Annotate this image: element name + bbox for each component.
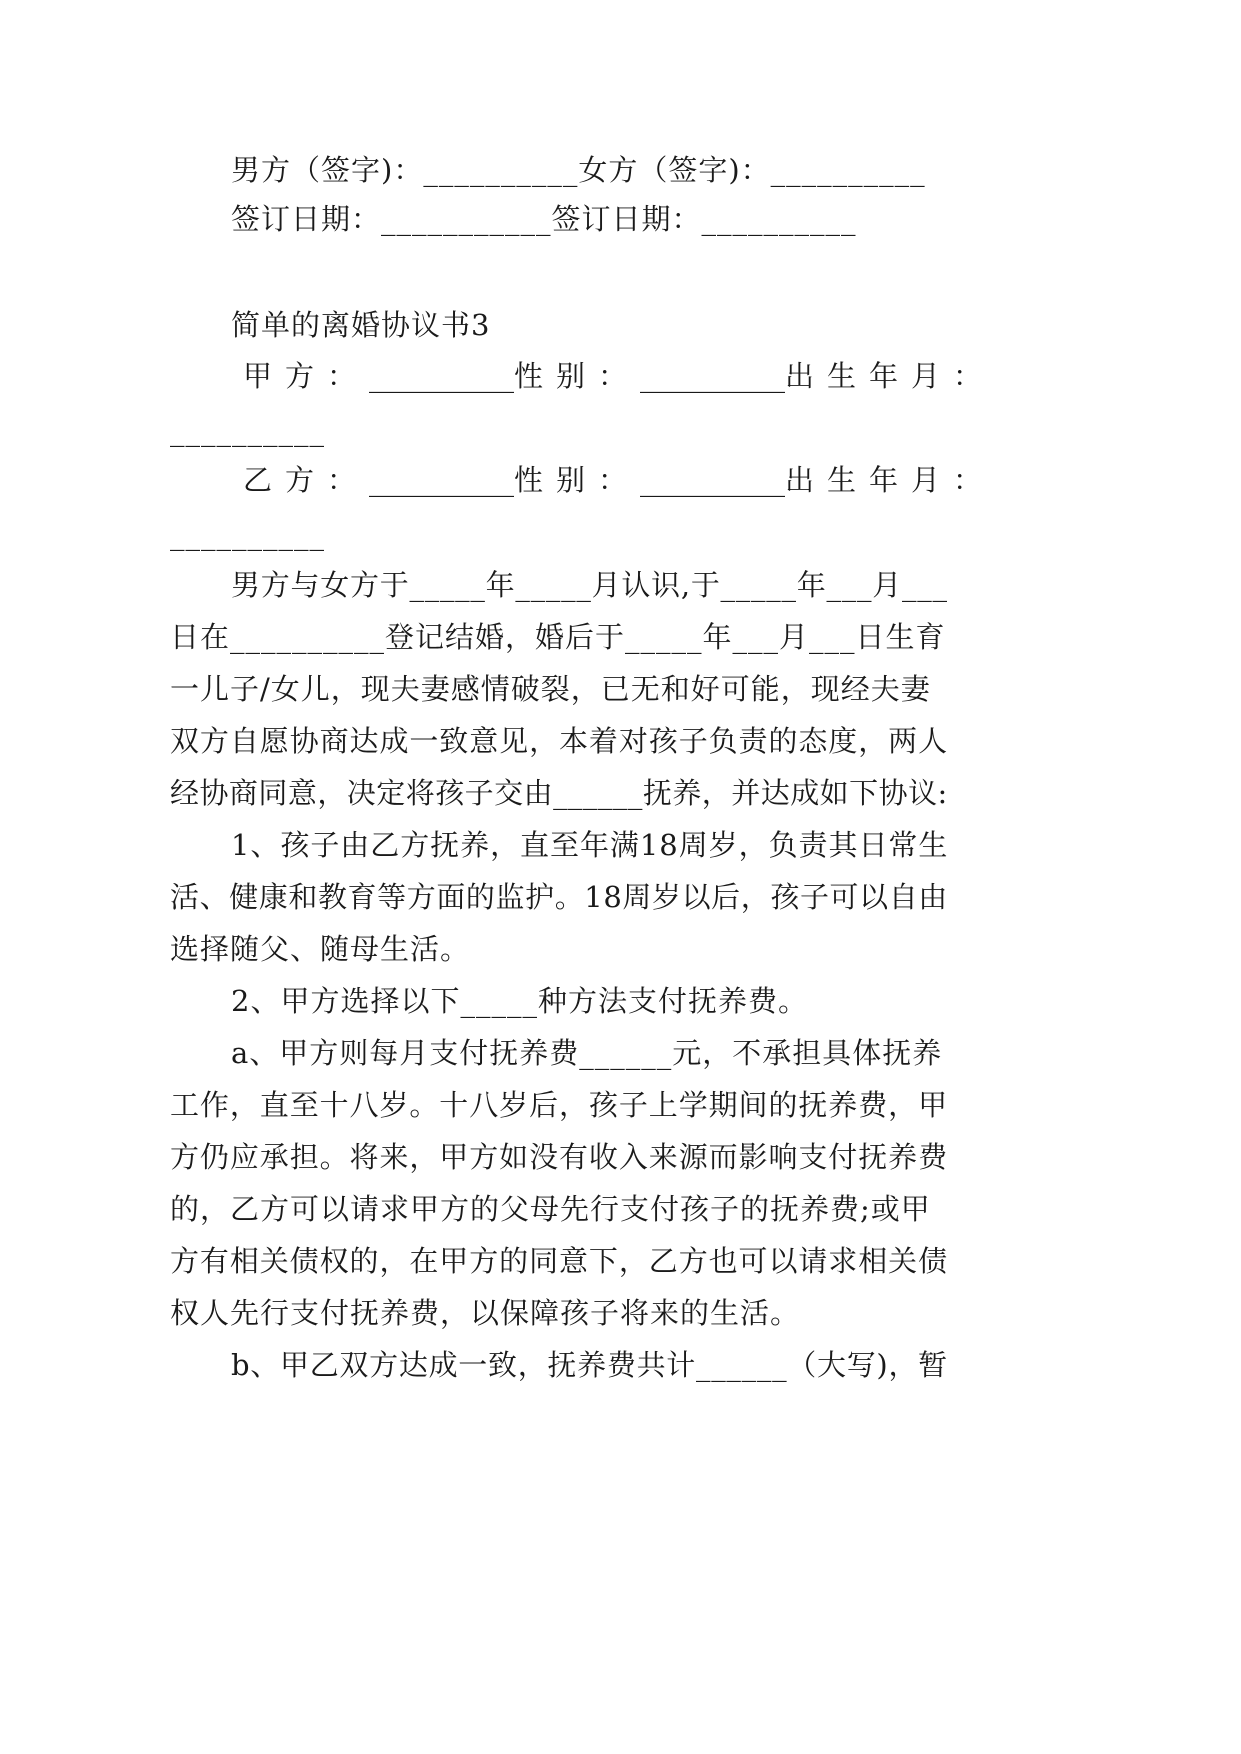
body-line: b、甲乙双方达成一致，抚养费共计______（大写)，暂 — [231, 1348, 948, 1382]
party-b-gender-label: 性别： — [514, 463, 641, 497]
signing-date-line: 签订日期：___________签订日期：__________ — [231, 202, 857, 236]
body-line: 日在__________登记结婚，婚后于_____年___月___日生育 — [170, 620, 946, 654]
party-a-name-blank: __________ — [369, 359, 515, 393]
body-line: 权人先行支付抚养费，以保障孩子将来的生活。 — [170, 1296, 801, 1330]
party-b-birth-blank: __________ — [170, 517, 325, 551]
party-a-birth-label: 出生年月： — [785, 359, 996, 393]
body-line: 双方自愿协商达成一致意见，本着对孩子负责的态度，两人 — [170, 724, 949, 758]
party-b-gender-blank: __________ — [640, 463, 786, 497]
section-title: 简单的离婚协议书3 — [231, 308, 491, 342]
signature-line: 男方（签字)：__________女方（签字)：__________ — [231, 153, 926, 187]
body-line: a、甲方则每月支付抚养费______元，不承担具体抚养 — [231, 1036, 943, 1070]
body-line: 2、甲方选择以下_____种方法支付抚养费。 — [231, 984, 808, 1018]
body-line: 的，乙方可以请求甲方的父母先行支付孩子的抚养费;或甲 — [170, 1192, 931, 1226]
body-line: 经协商同意，决定将孩子交由______抚养，并达成如下协议: — [170, 776, 948, 810]
body-line: 方有相关债权的，在甲方的同意下，乙方也可以请求相关债 — [170, 1244, 949, 1278]
body-line: 一儿子/女儿，现夫妻感情破裂，已无和好可能，现经夫妻 — [170, 672, 931, 706]
party-b-name-blank: __________ — [369, 463, 515, 497]
body-line: 男方与女方于_____年_____月认识,于_____年___月___ — [231, 568, 948, 602]
party-b-birth-label: 出生年月： — [785, 463, 996, 497]
party-a-line — [243, 356, 996, 396]
party-b-label: 乙方： — [243, 463, 370, 497]
party-a-gender-label: 性别： — [514, 359, 641, 393]
body-line: 工作，直至十八岁。十八岁后，孩子上学期间的抚养费，甲 — [170, 1088, 949, 1122]
party-a-label: 甲方： — [243, 359, 370, 393]
body-line: 活、健康和教育等方面的监护。18周岁以后，孩子可以自由 — [170, 880, 948, 914]
body-line: 1、孩子由乙方抚养，直至年满18周岁，负责其日常生 — [231, 828, 949, 862]
body-line: 选择随父、随母生活。 — [170, 932, 471, 966]
party-b-line — [243, 460, 996, 500]
party-a-gender-blank: __________ — [640, 359, 786, 393]
party-a-birth-blank: __________ — [170, 413, 325, 447]
body-line: 方仍应承担。将来，甲方如没有收入来源而影响支付抚养费 — [170, 1140, 949, 1174]
